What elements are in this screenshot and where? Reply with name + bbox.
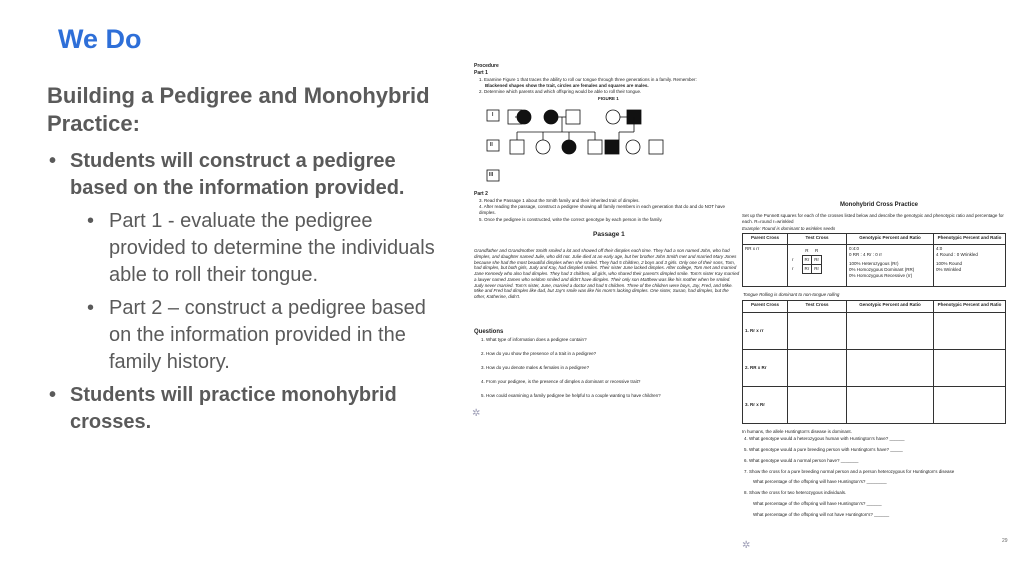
header-genotypic: Genotypic Percent and Ratio [847,234,934,245]
huntington-q8-followup-2: What percentage of the offspring will not have Huntington's? ______ [753,512,890,517]
bullet-construct-pedigree: • Students will construct a pedigree based on the information provided. [47,148,447,202]
huntington-intro: In humans, the allele Huntington's disease is dominant. [742,429,852,434]
part1-step1: 1. Examine Figure 1 that traces the ability to roll our tongue through three generations in a family. Remember: [479,77,697,82]
part1-step1-note: Blackened shapes show the trait, circles are females and squares are males. [485,83,649,88]
cross-row-3: 3. Rr x Rr [743,387,788,424]
question-4: 4. From your pedigree, is the presence of dimples a dominant or recessive trait? [481,379,641,384]
punnett-cell: Rr [812,256,822,265]
slide-content [47,82,447,442]
question-1: 1. What type of information does a pedigree contain? [481,337,587,342]
cross-practice-example: Example: Round is dominant to wrinkles seeds [742,226,836,231]
page-number: 29 [1002,538,1008,544]
question-2: 2. How do you show the presence of a trait in a pedigree? [481,351,597,356]
procedure-heading: Procedure [474,63,499,69]
header-phenotypic: Phenotypic Percent and Ratio [934,301,1006,313]
part1-heading: Part 1 [474,70,488,76]
punnett-cell: Rr [802,256,812,265]
slide-heading: Building a Pedigree and Monohybrid Practice: [47,83,430,136]
decorative-logo-icon: ✲ [742,540,751,551]
example-cross-table [742,233,1006,287]
generation-label-2: II [490,142,493,148]
phenotypic-line: 4 Round : 0 Wrinkled [936,252,978,258]
punnett-side-r2: r [792,265,794,271]
example-genotypic [847,245,934,287]
bullet-list [47,148,447,436]
genotypic-line: 0 RR : 4 Rr : 0 rr [849,252,883,258]
decorative-logo-icon: ✲ [472,408,481,419]
genotypic-line: 0% Homozygous Dominant (RR) [849,267,915,273]
part2-heading: Part 2 [474,191,488,197]
header-genotypic: Genotypic Percent and Ratio [847,301,934,313]
header-test-cross: Test Cross [788,234,847,245]
punnett-top-r1: R [805,248,809,253]
cross-row-1: 1. Rr x rr [743,313,788,350]
worksheet-image-pedigree [471,60,743,410]
huntington-q7: 7. Show the cross for a pure breeding normal person and a person heterozygous for Huntington's disease [744,469,955,474]
question-3: 3. How do you denote males & females in a pedigree? [481,365,590,370]
part1-step2: 2. Determine which parents and which offspring would be able to roll their tongue. [479,89,642,94]
huntington-q6: 6. What genotype would a normal person have? _______ [744,458,859,463]
punnett-cell: Rr [812,265,822,274]
sub-bullet-part1: • Part 1 - evaluate the pedigree provided to determine the individuals able to roll their tongue. [47,208,447,289]
genotypic-line: 0:4:0 [849,246,860,251]
huntington-q4: 4. What genotype would a heterozygous human with Huntington's have? ______ [744,436,905,441]
generation-label-3: III [489,172,494,178]
passage-text: Grandfather and Grandmother Smith smiled a lot and showed off their dimples each time. They had a son named John, who had dimples, and daughter named Julie, who did not. Julie died at an early age, but her brother John Smith met and married Mary Jones because she had the most beautiful dimples when she smiled. They had 5 children, 2 boys and 3 girls. Only one of their sons, Tom, had dimples, but both girls, Judy and Kay, had dimpled smiles. Their sister June lacked dimples. After college, Tom met and married Jane Kennedy who also had dimples. They had 3 children, all girls, who shared their parent's dimpled smile. Tom's sister Kay married a lawyer named James who seldom smiled and didn't have dimples. Their only son Matthew was like his mother when he smiled. Judy never married. Tom's sister, June, married a doctor and had 5 children. Three of the children were boys, Jay, Fred, and Mike. Mike and Fred had dimples like dad, but Jay's smile was like his mom's lacking dimples. One sister, Susan, had dimples, but the other, Katherine, didn't. [474,248,740,299]
huntington-q8-followup-1: What percentage of the offspring will have Huntington's? ______ [753,501,882,506]
sub-bullet-part2: • Part 2 – construct a pedigree based on the information provided in the family history. [47,295,447,376]
header-parent-cross: Parent Cross [743,301,788,313]
huntington-q7-followup: What percentage of the offspring will have Huntington's? ________ [753,479,887,484]
practice-cross-table [742,300,1006,424]
punnett-cell: Rr [802,265,812,274]
question-5: 5. How could examining a family pedigree be helpful to a couple wanting to have children? [481,393,661,398]
example-phenotypic [934,245,1006,287]
punnett-side-r1: r [792,256,794,262]
huntington-q8: 8. Show the cross for two heterozygous individuals. [744,490,847,495]
punnett-top-r2: R [815,248,819,253]
header-phenotypic: Phenotypic Percent and Ratio [934,234,1006,245]
pedigree-chart [471,104,743,184]
example-punnett [788,245,847,287]
example-parents: RR x rr [743,245,788,287]
tongue-rolling-note: Tongue Rolling is dominant to non-tongue rolling [743,292,840,297]
genotypic-line: 100% Heterozygous (Rr) [849,261,899,267]
header-parent-cross: Parent Cross [743,234,788,245]
cross-row-2: 2. RR x Rr [743,350,788,387]
phenotypic-line: 0% Wrinkled [936,267,962,273]
huntington-q5: 5. What genotype would a pure breeding person with Huntington's have? _____ [744,447,903,452]
slide-title: We Do [58,24,142,54]
phenotypic-line: 100% Round [936,261,963,267]
figure-label: FIGURE 1 [598,96,619,101]
generation-label-1: I [492,112,494,118]
part2-step4: 4. After reading the passage, construct a pedigree showing all family members in each generation that do and do NOT have dimples. [479,204,726,216]
part2-step5: 5. Once the pedigree is constructed, write the correct genotype by each person in the family. [479,217,663,222]
bullet-monohybrid: • Students will practice monohybrid crosses. [47,382,447,436]
genotypic-line: 0% Homozygous Recessive (rr) [849,273,913,279]
questions-title: Questions [474,329,504,335]
cross-practice-title: Monohybrid Cross Practice [840,202,919,208]
phenotypic-line: 4:0 [936,246,943,251]
worksheet-image-monohybrid [740,188,1010,528]
cross-practice-intro: Set up the Punnett squares for each of the crosses listed below and describe the genotypic and phenotypic ratio and percentage for each. R=round r=wrinkled [742,213,1004,225]
passage-title: Passage 1 [593,231,625,238]
part2-step3: 3. Read the Passage 1 about the Smith family and their inherited trait of dimples. [479,198,640,203]
header-test-cross: Test Cross [788,301,847,313]
